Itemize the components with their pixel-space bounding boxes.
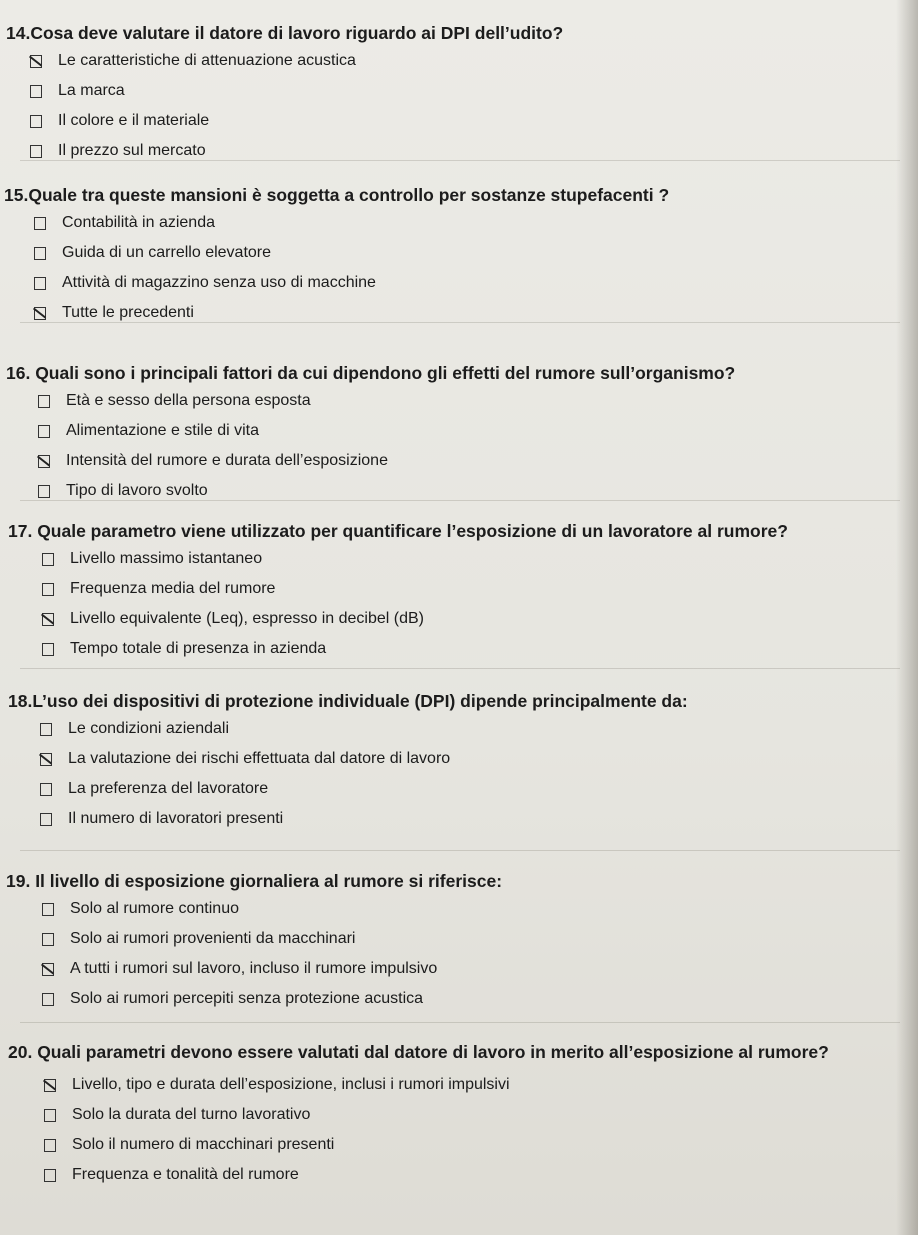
checkbox[interactable] (40, 783, 52, 796)
option-label: Le caratteristiche di attenuazione acustica (58, 52, 356, 69)
option-item[interactable] (34, 238, 669, 268)
checkbox[interactable] (38, 485, 50, 498)
question-17 (8, 518, 788, 664)
option-item[interactable] (42, 604, 788, 634)
checkbox[interactable] (42, 643, 54, 656)
checkbox[interactable] (38, 395, 50, 408)
option-item[interactable] (44, 1160, 838, 1190)
option-label: Solo la durata del turno lavorativo (72, 1106, 311, 1123)
option-item[interactable] (38, 446, 735, 476)
page-edge-shadow (896, 0, 918, 1235)
option-item[interactable] (42, 574, 788, 604)
line-divider (20, 850, 900, 851)
option-item[interactable] (30, 46, 563, 76)
option-list (40, 714, 688, 834)
option-item[interactable] (42, 924, 502, 954)
option-label: Livello equivalente (Leq), espresso in decibel (dB) (70, 610, 424, 627)
checkbox[interactable] (42, 583, 54, 596)
option-label: Età e sesso della persona esposta (66, 392, 311, 409)
option-label: Il prezzo sul mercato (58, 142, 206, 159)
checkbox[interactable] (44, 1079, 56, 1092)
option-item[interactable] (34, 268, 669, 298)
option-item[interactable] (40, 804, 688, 834)
option-item[interactable] (40, 774, 688, 804)
option-item[interactable] (30, 76, 563, 106)
option-list (42, 544, 788, 664)
line-divider (20, 668, 900, 669)
option-label: Contabilità in azienda (62, 214, 215, 231)
option-list (38, 386, 735, 506)
option-label: Il colore e il materiale (58, 112, 210, 129)
option-item[interactable] (34, 208, 669, 238)
checkbox[interactable] (40, 723, 52, 736)
option-label: La valutazione dei rischi effettuata dal datore di lavoro (68, 750, 451, 767)
checkbox[interactable] (40, 813, 52, 826)
option-item[interactable] (42, 544, 788, 574)
checkbox[interactable] (38, 455, 50, 468)
option-label: Solo il numero di macchinari presenti (72, 1136, 335, 1153)
option-label: Guida di un carrello elevatore (62, 244, 272, 261)
question-15 (4, 182, 669, 328)
option-label: Tipo di lavoro svolto (66, 482, 208, 499)
checkbox[interactable] (44, 1139, 56, 1152)
checkbox[interactable] (34, 307, 46, 320)
option-item[interactable] (30, 106, 563, 136)
line-divider (20, 1022, 900, 1023)
question-title: 14.Cosa deve valutare il datore di lavoro riguardo ai DPI dell’udito? (6, 23, 564, 43)
checkbox[interactable] (42, 613, 54, 626)
option-label: Tempo totale di presenza in azienda (70, 640, 327, 657)
checkbox[interactable] (42, 993, 54, 1006)
option-list (44, 1070, 838, 1190)
checkbox[interactable] (30, 145, 42, 158)
checkbox[interactable] (42, 963, 54, 976)
option-label: Le condizioni aziendali (68, 720, 229, 737)
question-16 (6, 360, 735, 506)
option-label: Solo ai rumori percepiti senza protezione acustica (70, 990, 424, 1007)
checkbox[interactable] (30, 55, 42, 68)
option-item[interactable] (34, 298, 669, 328)
question-title: 19. Il livello di esposizione giornaliera al rumore si riferisce: (6, 871, 503, 891)
option-item[interactable] (40, 714, 688, 744)
option-label: Alimentazione e stile di vita (66, 422, 259, 439)
option-label: Tutte le precedenti (62, 304, 194, 321)
option-list (30, 46, 563, 166)
question-14 (6, 20, 563, 166)
checkbox[interactable] (30, 115, 42, 128)
checkbox[interactable] (38, 425, 50, 438)
option-item[interactable] (42, 954, 502, 984)
option-list (42, 894, 502, 1014)
option-item[interactable] (44, 1130, 838, 1160)
checkbox[interactable] (44, 1109, 56, 1122)
checkbox[interactable] (34, 277, 46, 290)
option-item[interactable] (42, 634, 788, 664)
checkbox[interactable] (42, 903, 54, 916)
option-label: Solo al rumore continuo (70, 900, 239, 917)
option-item[interactable] (40, 744, 688, 774)
checkbox[interactable] (42, 553, 54, 566)
option-label: Livello, tipo e durata dell’esposizione, inclusi i rumori impulsivi (72, 1076, 510, 1093)
option-item[interactable] (42, 894, 502, 924)
question-title: 16. Quali sono i principali fattori da cui dipendono gli effetti del rumore sull’organismo? (6, 363, 736, 383)
question-title: 17. Quale parametro viene utilizzato per quantificare l’esposizione di un lavoratore al rumore? (8, 521, 788, 541)
option-item[interactable] (38, 386, 735, 416)
option-item[interactable] (30, 136, 563, 166)
question-19 (6, 868, 502, 1014)
option-item[interactable] (44, 1070, 838, 1100)
question-20 (8, 1036, 838, 1190)
checkbox[interactable] (44, 1169, 56, 1182)
checkbox[interactable] (30, 85, 42, 98)
checkbox[interactable] (34, 217, 46, 230)
option-item[interactable] (38, 416, 735, 446)
option-item[interactable] (44, 1100, 838, 1130)
option-item[interactable] (42, 984, 502, 1014)
checkbox[interactable] (40, 753, 52, 766)
question-title: 20. Quali parametri devono essere valutati dal datore di lavoro in merito all’esposizione al rumore? (8, 1042, 829, 1062)
option-item[interactable] (38, 476, 735, 506)
option-label: A tutti i rumori sul lavoro, incluso il rumore impulsivo (70, 960, 438, 977)
option-label: La marca (58, 82, 125, 99)
option-label: Attività di magazzino senza uso di macchine (62, 274, 376, 291)
option-label: Livello massimo istantaneo (70, 550, 263, 567)
option-list (34, 208, 669, 328)
checkbox[interactable] (42, 933, 54, 946)
question-title: 18.L’uso dei dispositivi di protezione individuale (DPI) dipende principalmente da: (8, 691, 688, 711)
question-title: 15.Quale tra queste mansioni è soggetta a controllo per sostanze stupefacenti ? (4, 185, 670, 205)
option-label: Frequenza e tonalità del rumore (72, 1166, 299, 1183)
checkbox[interactable] (34, 247, 46, 260)
question-18 (8, 688, 688, 834)
option-label: Il numero di lavoratori presenti (68, 810, 284, 827)
option-label: Intensità del rumore e durata dell’esposizione (66, 452, 388, 469)
option-label: Solo ai rumori provenienti da macchinari (70, 930, 356, 947)
option-label: Frequenza media del rumore (70, 580, 276, 597)
option-label: La preferenza del lavoratore (68, 780, 269, 797)
